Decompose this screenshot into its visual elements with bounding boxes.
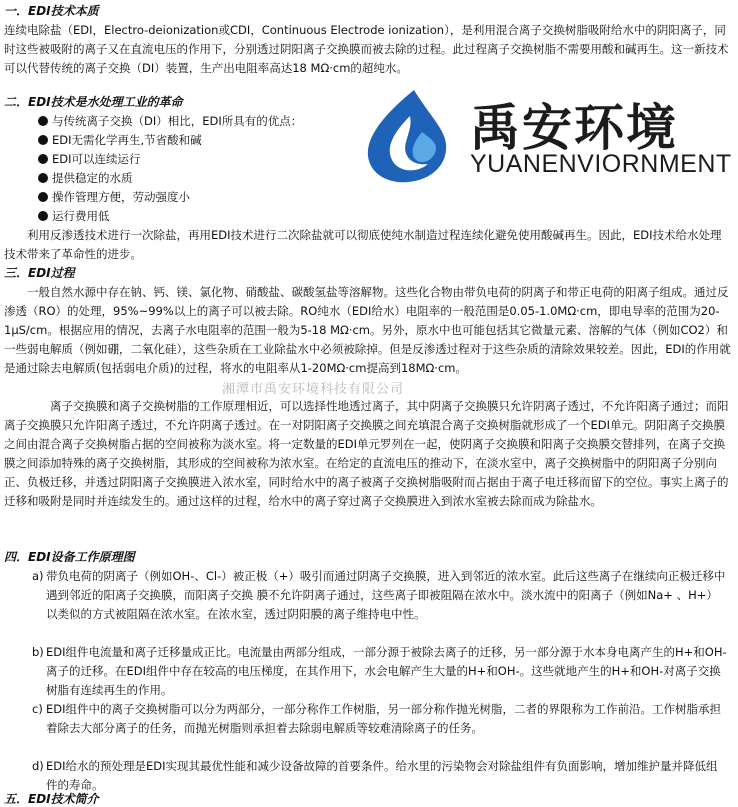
logo-latin-text: YUANENVIORNMENT — [470, 150, 732, 178]
section2-summary: 利用反渗透技术进行一次除盐，再用EDI技术进行二次除盐就可以彻底使纯水制造过程连续化避免使用酸碱再生。因此，EDI技术给水处理技术带来了革命性的进步。 — [4, 228, 722, 261]
bullet-icon — [38, 135, 48, 145]
section3-heading: 三．EDI过程 — [4, 266, 75, 280]
section4-heading: 四．EDI设备工作原理图 — [4, 550, 135, 564]
bullet-icon — [38, 116, 48, 126]
bullet-item: EDI无需化学再生,节省酸和碱 — [38, 131, 202, 150]
section2-heading: 二．EDI技术是水处理工业的革命 — [4, 95, 183, 109]
principle-item: b) EDI组件电流量和离子迁移量成正比。电流量由两部分组成，一部分源于被除去离子的迁移，另一部分源于水本身电离产生的H+和OH-离子的迁移。在EDI组件中存在较高的电压梯度，在其作用下，水会电解产生大量的H+和OH-。这些就地产生的H+和OH-对离子交换树脂有连续再生的作用。 — [32, 645, 727, 697]
bullet-icon — [38, 211, 48, 221]
bullet-item: 操作管理方便，劳动强度小 — [38, 188, 190, 207]
section1-body: 连续电除盐（EDI，Electro-deionization或CDI，Continuous Electrode ionization），是利用混合离子交换树脂吸附给水中的阴阳离子，同时这些被吸附的离子又在直流电压的作用下，分别透过阴阳离子交换膜而被去除的过程。此过程离子交换树脂不需要用酸和碱再生。这一新技术可以代替传统的离子交换（DI）装置，生产出电阻率高达18 MΩ·cm的超纯水。 — [4, 23, 729, 75]
bullet-icon — [38, 192, 48, 202]
bullet-item: 与传统离子交换（DI）相比，EDI所具有的优点： — [38, 112, 302, 131]
bullet-icon — [38, 154, 48, 164]
section1-heading: 一．EDI技术本质 — [4, 4, 99, 18]
water-drop-logo-icon — [352, 86, 462, 186]
principle-item: c) EDI组件中的离子交换树脂可以分为两部分，一部分称作工作树脂，另一部分称作抛光树脂，二者的界限称为工作前沿。工作树脂承担着除去大部分离子的任务，而抛光树脂则承担着去除弱电解质等较难清除离子的任务。 — [32, 702, 722, 735]
principle-item: a) 带负电荷的阴离子（例如OH-、Cl-）被正极（+）吸引而通过阴离子交换膜，进入到邻近的浓水室。此后这些离子在继续向正极迁移中遇到邻近的阳离子交换膜，而阳离子交换 膜不允许阴离子通过，这些离子即被阻隔在浓水中。淡水流中的阳离子（例如Na+ 、H+）以类似的方式被阻隔在浓水室。在浓水室，透过阴阳膜的离子维持电中性。 — [32, 569, 726, 621]
bullet-item: 运行费用低 — [38, 207, 110, 226]
company-logo — [352, 86, 732, 186]
section5-heading: 五．EDI技术简介 — [4, 792, 99, 806]
logo-brand-text: 禹安环境 — [470, 99, 678, 157]
watermark-text: 湘潭市禹安环境科技有限公司 — [222, 382, 405, 397]
principle-item: d) EDI给水的预处理是EDI实现其最优性能和减少设备故障的首要条件。给水里的污染物会对除盐组件有负面影响，增加维护量并降低组件的寿命。 — [32, 759, 718, 792]
bullet-item: 提供稳定的水质 — [38, 169, 133, 188]
section3-para1: 一般自然水源中存在钠、钙、镁、氯化物、硝酸盐、碳酸氢盐等溶解物。这些化合物由带负电荷的阴离子和带正电荷的阳离子组成。通过反渗透（RO）的处理，95%~99%以上的离子可以被去除。RO纯水（EDI给水）电阻率的一般范围是0.05-1.0MΩ·cm，即电导率的范围为20-1μS/cm。根据应用的情况，去离子水电阻率的范围一般为5-18 MΩ·cm。另外，原水中也可能包括其它微量元素、溶解的气体（例如CO2）和一些弱电解质（例如硼，二氧化硅），这些杂质在工业除盐水中必须被除掉。但是反渗透过程对于这些杂质的清除效果较差。因此，EDI的作用就是通过除去电解质(包括弱电介质)的过程，将水的电阻率从1-20MΩ·cm提高到18MΩ·cm。 — [4, 285, 731, 375]
section3-para2: 离子交换膜和离子交换树脂的工作原理相近，可以选择性地透过离子，其中阴离子交换膜只允许阴离子透过，不允许阳离子通过；而阳离子交换膜只允许阳离子透过，不允许阴离子透过。在一对阴阳离子交换膜之间充填混合离子交换树脂就形成了一个EDI单元。阴阳离子交换膜之间由混合离子交换树脂占据的空间被称为淡水室。将一定数量的EDI单元罗列在一起，使阴离子交换膜和阳离子交换膜交替排列，在离子交换膜之间添加特殊的离子交换树脂，其形成的空间被称为浓水室。在给定的直流电压的推动下，在淡水室中，离子交换树脂中的阴阳离子分别向正、负极迁移，并透过阴阳离子交换膜进入浓水室，同时给水中的离子被离子交换树脂吸附而占据由于离子电迁移而留下的空位。事实上离子的迁移和吸附是同时并连续发生的。通过这样的过程，给水中的离子穿过离子交换膜进入到浓水室被去除而成为除盐水。 — [4, 399, 729, 508]
bullet-item: EDI可以连续运行 — [38, 150, 141, 169]
bullet-icon — [38, 173, 48, 183]
